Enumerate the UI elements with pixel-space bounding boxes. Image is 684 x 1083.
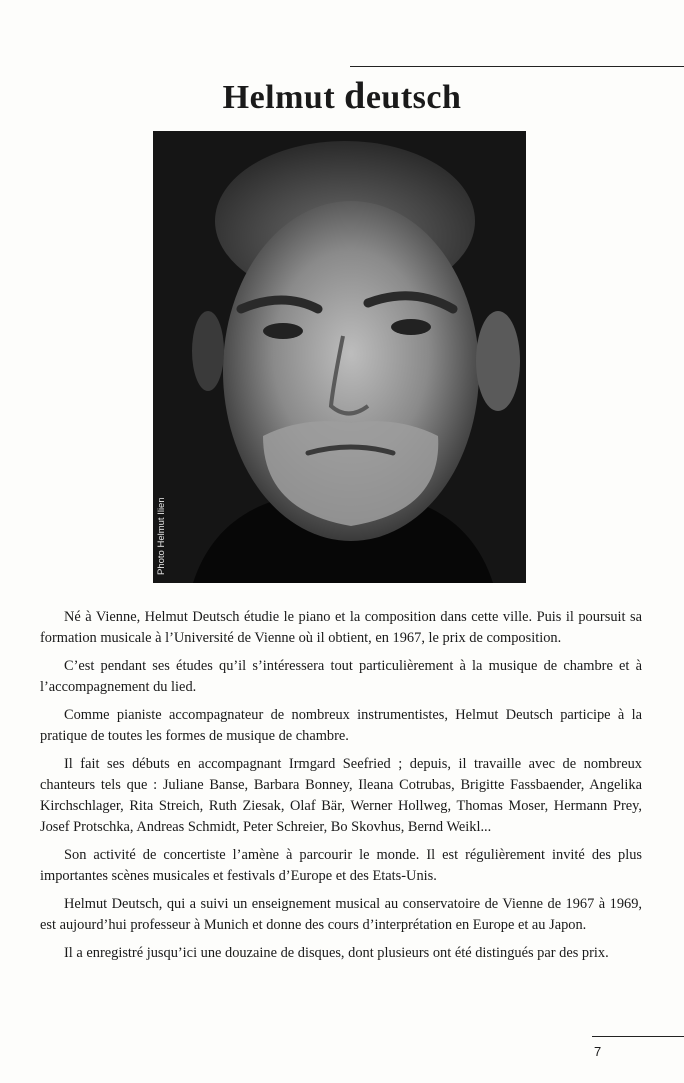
paragraph: Helmut Deutsch, qui a suivi un enseignement musical au conservatoire de Vienne de 1967 à 1969, est aujourd’hui professeur à Munich et donne des cours d’interprétation en Europe et au Japon. — [40, 896, 642, 933]
page-title — [0, 74, 684, 118]
paragraph: Il fait ses débuts en accompagnant Irmgard Seefried ; depuis, il travaille avec de nombreux chanteurs tels que : Juliane Banse, Barbara Bonney, Ileana Cotrubas, Brigitte Fassbaender, Angelika Kirchschlager, Rita Streich, Ruth Ziesak, Olaf Bär, Werner Hollweg, Thomas Moser, Hermann Prey, Josef Protschka, Andreas Schmidt, Peter Schreier, Bo Skovhus, Bernd Weikl... — [40, 756, 642, 835]
paragraph: C’est pendant ses études qu’il s’intéressera tout particulièrement à la musique de chambre et à l’accompagnement du lied. — [40, 658, 642, 695]
title-part-3: eutsch — [365, 79, 462, 116]
paragraph: Né à Vienne, Helmut Deutsch étudie le piano et la composition dans cette ville. Puis il poursuit sa formation musicale à l’Université de Vienne où il obtient, en 1967, le prix de composition. — [40, 609, 642, 646]
photo-credit: Photo Helmut Ilien — [156, 497, 167, 575]
top-rule — [350, 66, 684, 67]
paragraph: Il a enregistré jusqu’ici une douzaine de disques, dont plusieurs ont été distingués par des prix. — [64, 945, 609, 961]
title-part-1: Helmut — [222, 79, 345, 116]
paragraph: Son activité de concertiste l’amène à parcourir le monde. Il est régulièrement invité des plus importantes scènes musicales et festivals d’Europe et des Etats-Unis. — [40, 847, 642, 884]
portrait-illustration — [153, 131, 526, 583]
page-number: 7 — [594, 1044, 602, 1059]
bottom-rule — [592, 1036, 684, 1037]
biography-text — [40, 607, 642, 971]
paragraph: Comme pianiste accompagnateur de nombreux instrumentistes, Helmut Deutsch participe à la pratique de toutes les formes de musique de chambre. — [40, 707, 642, 744]
portrait-photo — [153, 131, 526, 583]
title-part-2: d — [344, 75, 366, 117]
